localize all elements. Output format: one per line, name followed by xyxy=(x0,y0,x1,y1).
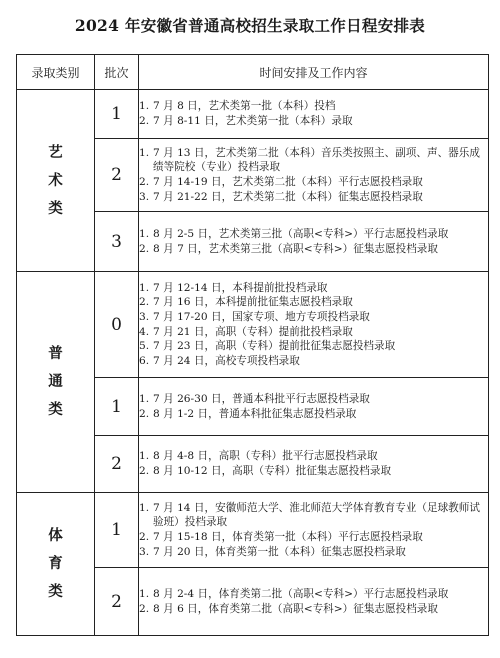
category-char: 类 xyxy=(48,199,63,217)
item-text: 7 月 12-14 日，本科提前批投档录取 xyxy=(153,281,328,294)
list-item: 3. 7 月 20 日，体育类第一批（本科）征集志愿投档录取 xyxy=(139,545,406,558)
category-char: 类 xyxy=(48,401,63,418)
category-cell-art xyxy=(17,90,95,272)
item-text: 7 月 8-11 日，艺术类第一批（本科）录取 xyxy=(153,115,353,127)
schedule-items xyxy=(139,139,489,212)
item-text: 7 月 17-20 日，国家专项、地方专项投档录取 xyxy=(153,310,370,323)
schedule-items xyxy=(139,272,489,378)
header-batch: 批次 xyxy=(95,55,139,90)
header-content: 时间安排及工作内容 xyxy=(139,55,489,90)
list-item: 1. 8 月 4-8 日，高职（专科）批平行志愿投档录取 xyxy=(139,450,378,463)
category-cell-general xyxy=(17,272,95,493)
item-text: 7 月 14 日，安徽师范大学、淮北师范大学体育教育专业（足球教师试验班）投档录取 xyxy=(153,501,480,529)
list-item: 5. 7 月 23 日，高职（专科）提前批征集志愿投档录取 xyxy=(139,340,396,353)
item-text: 7 月 21 日，高职（专科）提前批投档录取 xyxy=(153,325,353,338)
category-char: 体 xyxy=(48,527,63,544)
batch-number: 2 xyxy=(95,436,139,493)
header-category: 录取类别 xyxy=(17,55,95,90)
list-item: 2. 8 月 1-2 日，普通本科批征集志愿投档录取 xyxy=(139,407,357,420)
item-text: 7 月 21-22 日，艺术类第二批（本科）征集志愿投档录取 xyxy=(153,190,423,203)
list-item: 1. 8 月 2-4 日，体育类第二批（高职<专科>）平行志愿投档录取 xyxy=(139,587,449,600)
table-row xyxy=(17,272,489,378)
list-item: 2. 7 月 8-11 日，艺术类第一批（本科）录取 xyxy=(139,115,353,127)
batch-number: 2 xyxy=(95,139,139,212)
batch-number: 1 xyxy=(95,378,139,436)
table-row xyxy=(17,493,489,568)
item-text: 8 月 2-5 日，艺术类第三批（高职<专科>）平行志愿投档录取 xyxy=(153,227,449,240)
category-char: 育 xyxy=(48,555,63,572)
schedule-items xyxy=(139,212,489,272)
item-text: 7 月 8 日，艺术类第一批（本科）投档 xyxy=(153,100,336,113)
list-item: 2. 7 月 14-19 日，艺术类第二批（本科）平行志愿投档录取 xyxy=(139,176,423,188)
item-text: 8 月 10-12 日，高职（专科）批征集志愿投档录取 xyxy=(153,465,392,477)
list-item: 1. 7 月 14 日，安徽师范大学、淮北师范大学体育教育专业（足球教师试验班）投档录取 xyxy=(139,501,480,529)
item-text: 8 月 1-2 日，普通本科批征集志愿投档录取 xyxy=(153,407,357,420)
schedule-items xyxy=(139,568,489,636)
list-item: 3. 7 月 21-22 日，艺术类第二批（本科）征集志愿投档录取 xyxy=(139,190,423,203)
item-text: 8 月 6 日，体育类第二批（高职<专科>）征集志愿投档录取 xyxy=(153,602,438,615)
batch-number: 3 xyxy=(95,212,139,272)
header-row xyxy=(17,55,489,90)
list-item: 3. 7 月 17-20 日，国家专项、地方专项投档录取 xyxy=(139,310,370,323)
batch-number: 2 xyxy=(95,568,139,636)
item-text: 8 月 4-8 日，高职（专科）批平行志愿投档录取 xyxy=(153,450,378,463)
list-item: 1. 7 月 26-30 日，普通本科批平行志愿投档录取 xyxy=(139,392,370,405)
page-title: 2024 年安徽省普通高校招生录取工作日程安排表 xyxy=(74,16,426,35)
item-text: 7 月 24 日，高校专项投档录取 xyxy=(153,354,300,367)
item-text: 8 月 7 日，艺术类第三批（高职<专科>）征集志愿投档录取 xyxy=(153,242,438,255)
list-item: 2. 8 月 10-12 日，高职（专科）批征集志愿投档录取 xyxy=(139,465,392,477)
batch-number: 1 xyxy=(95,493,139,568)
table-row xyxy=(17,90,489,139)
item-text: 7 月 23 日，高职（专科）提前批征集志愿投档录取 xyxy=(153,340,396,353)
category-cell-sports xyxy=(17,493,95,636)
category-char: 类 xyxy=(48,583,63,600)
schedule-items xyxy=(139,493,489,568)
list-item: 6. 7 月 24 日，高校专项投档录取 xyxy=(139,354,300,367)
batch-number: 0 xyxy=(95,272,139,378)
schedule-table xyxy=(16,54,489,636)
category-char: 通 xyxy=(48,373,63,390)
item-text: 7 月 13 日，艺术类第二批（本科）音乐类按照主、副项、声、器乐成绩等院校（专业）投档录取 xyxy=(153,146,480,174)
category-char: 普 xyxy=(48,345,63,362)
list-item: 4. 7 月 21 日，高职（专科）提前批投档录取 xyxy=(139,325,353,338)
schedule-items xyxy=(139,90,489,139)
category-char: 术 xyxy=(48,171,63,189)
list-item: 1. 7 月 13 日，艺术类第二批（本科）音乐类按照主、副项、声、器乐成绩等院校（专业）投档录取 xyxy=(139,146,480,174)
list-item: 1. 7 月 12-14 日，本科提前批投档录取 xyxy=(139,281,328,294)
item-text: 7 月 20 日，体育类第一批（本科）征集志愿投档录取 xyxy=(153,545,406,558)
item-text: 7 月 14-19 日，艺术类第二批（本科）平行志愿投档录取 xyxy=(153,176,423,188)
list-item: 1. 8 月 2-5 日，艺术类第三批（高职<专科>）平行志愿投档录取 xyxy=(139,227,449,240)
list-item: 2. 8 月 6 日，体育类第二批（高职<专科>）征集志愿投档录取 xyxy=(139,602,438,615)
item-text: 8 月 2-4 日，体育类第二批（高职<专科>）平行志愿投档录取 xyxy=(153,587,449,600)
list-item: 1. 7 月 8 日，艺术类第一批（本科）投档 xyxy=(139,100,336,113)
item-text: 7 月 15-18 日，体育类第一批（本科）平行志愿投档录取 xyxy=(153,531,423,543)
category-char: 艺 xyxy=(48,143,63,161)
list-item: 2. 7 月 15-18 日，体育类第一批（本科）平行志愿投档录取 xyxy=(139,531,423,543)
schedule-items xyxy=(139,378,489,436)
schedule-items xyxy=(139,436,489,493)
batch-number: 1 xyxy=(95,90,139,139)
list-item: 2. 8 月 7 日，艺术类第三批（高职<专科>）征集志愿投档录取 xyxy=(139,242,438,255)
list-item: 2. 7 月 16 日，本科提前批征集志愿投档录取 xyxy=(139,296,353,309)
item-text: 7 月 26-30 日，普通本科批平行志愿投档录取 xyxy=(153,392,370,405)
item-text: 7 月 16 日，本科提前批征集志愿投档录取 xyxy=(153,296,353,309)
